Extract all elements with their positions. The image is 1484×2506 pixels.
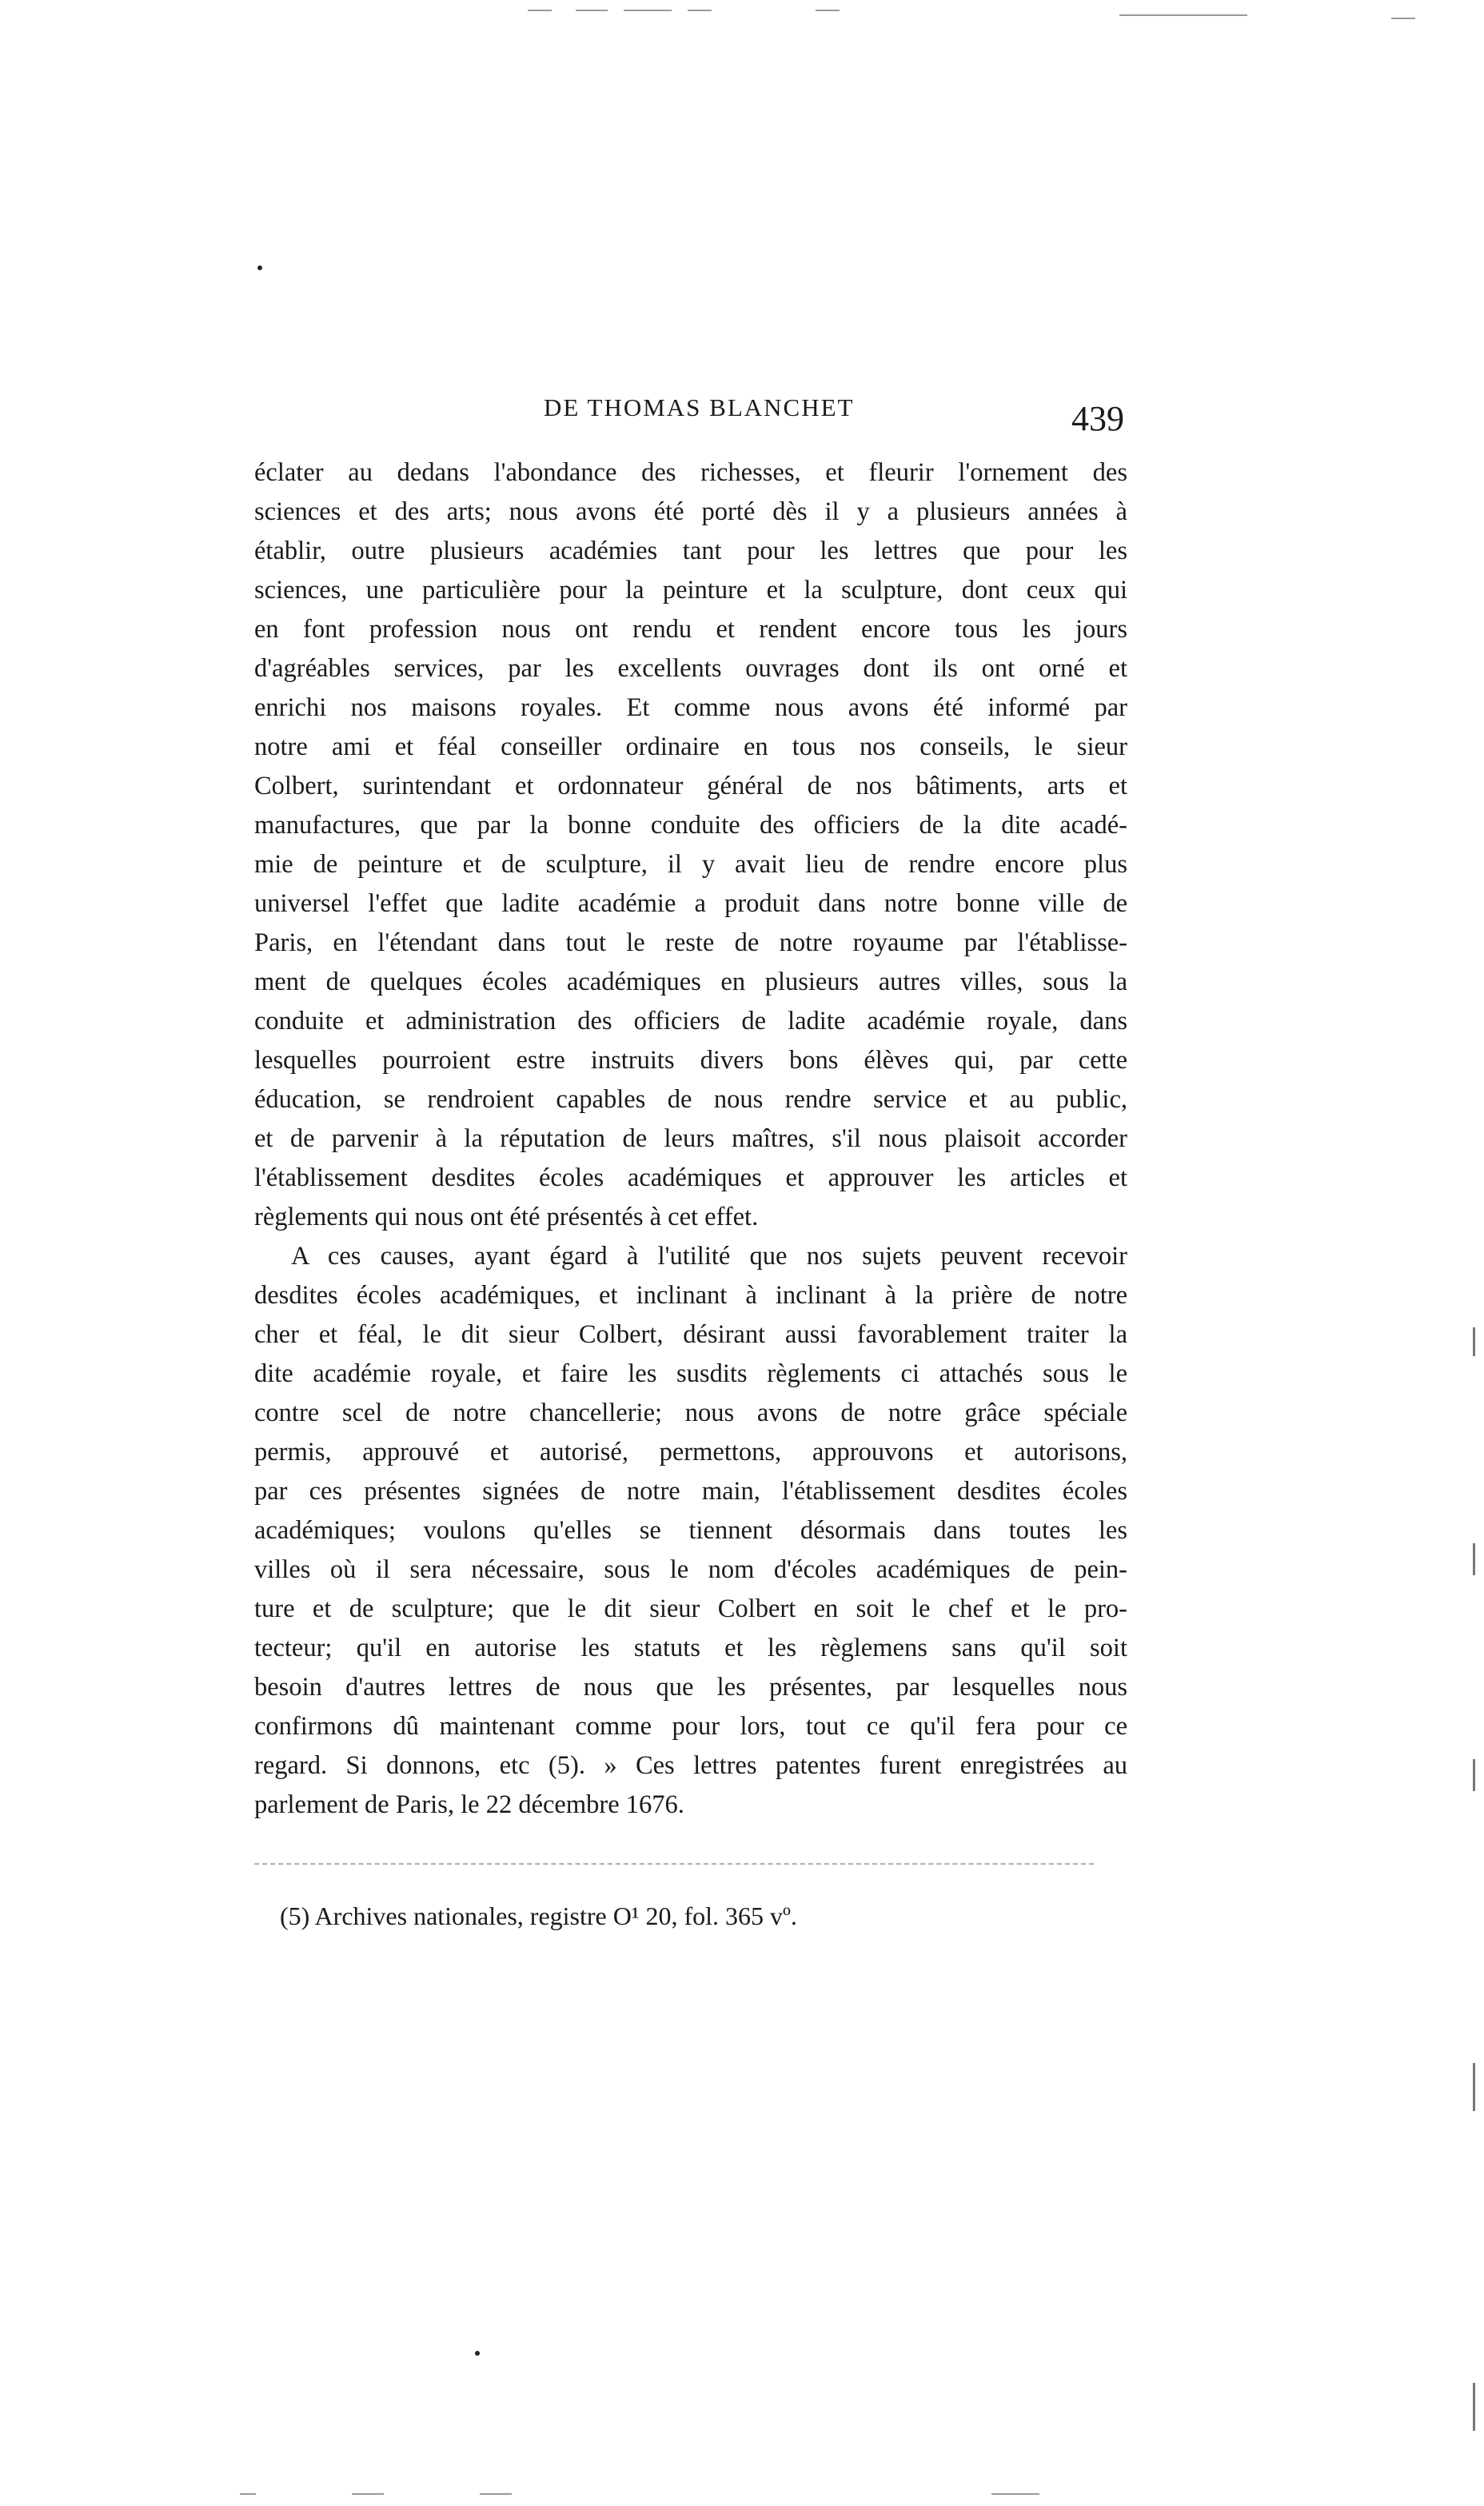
text-line: règlements qui nous ont été présentés à cet effet. <box>254 1203 759 1231</box>
text-line: permis, approuvé et autorisé, permettons, approuvons et autorisons, <box>254 1438 1127 1466</box>
text-line: et de parvenir à la réputation de leurs maîtres, s'il nous plaisoit accorder <box>254 1124 1127 1153</box>
scan-artifact-bottom-3 <box>480 2493 512 2495</box>
edge-mark-4 <box>1473 2063 1475 2111</box>
text-line: établir, outre plusieurs académies tant pour les lettres que pour les <box>254 537 1127 565</box>
text-line: manufactures, que par la bonne conduite des officiers de la dite acadé- <box>254 811 1127 840</box>
footnote: (5) Archives nationales, registre O¹ 20, fol. 365 vº. <box>280 1901 797 1930</box>
text-line: besoin d'autres lettres de nous que les présentes, par lesquelles nous <box>254 1673 1127 1702</box>
text-line: lesquelles pourroient estre instruits divers bons élèves qui, par cette <box>254 1046 1127 1075</box>
text-line: villes où il sera nécessaire, sous le nom d'écoles académiques de pein- <box>254 1555 1127 1584</box>
scan-dot-lower <box>475 2351 480 2356</box>
text-line: en font profession nous ont rendu et rendent encore tous les jours <box>254 615 1127 644</box>
text-line: sciences et des arts; nous avons été porté dès il y a plusieurs années à <box>254 497 1127 526</box>
scan-artifact-top-6 <box>1119 14 1247 16</box>
edge-mark-3 <box>1473 1759 1475 1791</box>
edge-mark-5 <box>1473 2383 1475 2431</box>
text-line: conduite et administration des officiers de ladite académie royale, dans <box>254 1007 1127 1036</box>
text-line: ture et de sculpture; que le dit sieur Colbert en soit le chef et le pro- <box>254 1594 1127 1623</box>
text-line: dite académie royale, et faire les susdits règlements ci attachés sous le <box>254 1359 1127 1388</box>
text-line: ment de quelques écoles académiques en plusieurs autres villes, sous la <box>254 968 1127 996</box>
text-line: parlement de Paris, le 22 décembre 1676. <box>254 1790 684 1819</box>
scan-artifact-bottom-4 <box>991 2493 1039 2495</box>
edge-mark-2 <box>1473 1543 1475 1575</box>
scan-artifact-bottom-1 <box>240 2493 256 2495</box>
text-line: contre scel de notre chancellerie; nous avons de notre grâce spéciale <box>254 1399 1127 1427</box>
page-number: 439 <box>1071 399 1124 438</box>
scan-artifact-top-5 <box>816 10 840 11</box>
text-line: tecteur; qu'il en autorise les statuts et les règlemens sans qu'il soit <box>254 1634 1127 1662</box>
scan-dot-upper <box>257 265 262 270</box>
text-line: notre ami et féal conseiller ordinaire en tous nos conseils, le sieur <box>254 732 1127 761</box>
scan-artifact-top-7 <box>1391 18 1415 19</box>
text-line: par ces présentes signées de notre main, l'établissement desdites écoles <box>254 1477 1127 1506</box>
edge-mark-1 <box>1473 1327 1475 1356</box>
paragraph-2 <box>254 1237 1127 1825</box>
text-line: Paris, en l'étendant dans tout le reste de notre royaume par l'établisse- <box>254 928 1127 957</box>
paragraph-1 <box>254 453 1127 1237</box>
text-line: l'établissement desdites écoles académiques et approuver les articles et <box>254 1163 1127 1192</box>
text-line: cher et féal, le dit sieur Colbert, désirant aussi favorablement traiter la <box>254 1320 1127 1349</box>
scan-artifact-bottom-2 <box>352 2493 384 2495</box>
footnote-separator <box>254 1863 1094 1865</box>
text-line: sciences, une particulière pour la peinture et la sculpture, dont ceux qui <box>254 576 1127 605</box>
text-line: éclater au dedans l'abondance des richesses, et fleurir l'ornement des <box>254 458 1127 487</box>
text-line: Colbert, surintendant et ordonnateur général de nos bâtiments, arts et <box>254 772 1127 800</box>
running-head: DE THOMAS BLANCHET <box>544 393 855 421</box>
text-line: académiques; voulons qu'elles se tiennent désormais dans toutes les <box>254 1516 1127 1545</box>
scan-artifact-top-1 <box>528 10 552 11</box>
text-line: enrichi nos maisons royales. Et comme nous avons été informé par <box>254 693 1127 722</box>
text-line: A ces causes, ayant égard à l'utilité que nos sujets peuvent recevoir <box>291 1242 1127 1271</box>
text-line: confirmons dû maintenant comme pour lors, tout ce qu'il fera pour ce <box>254 1712 1127 1741</box>
text-line: d'agréables services, par les excellents ouvrages dont ils ont orné et <box>254 654 1127 683</box>
scan-artifact-top-4 <box>688 10 712 11</box>
scan-artifact-top-2 <box>576 10 608 11</box>
text-line: desdites écoles académiques, et inclinant à inclinant à la prière de notre <box>254 1281 1127 1310</box>
text-line: regard. Si donnons, etc (5). » Ces lettres patentes furent enregistrées au <box>254 1751 1127 1780</box>
text-line: éducation, se rendroient capables de nous rendre service et au public, <box>254 1085 1127 1114</box>
body-text <box>254 453 1127 1825</box>
scan-artifact-top-3 <box>624 10 672 11</box>
text-line: mie de peinture et de sculpture, il y avait lieu de rendre encore plus <box>254 850 1127 879</box>
text-line: universel l'effet que ladite académie a produit dans notre bonne ville de <box>254 889 1127 918</box>
